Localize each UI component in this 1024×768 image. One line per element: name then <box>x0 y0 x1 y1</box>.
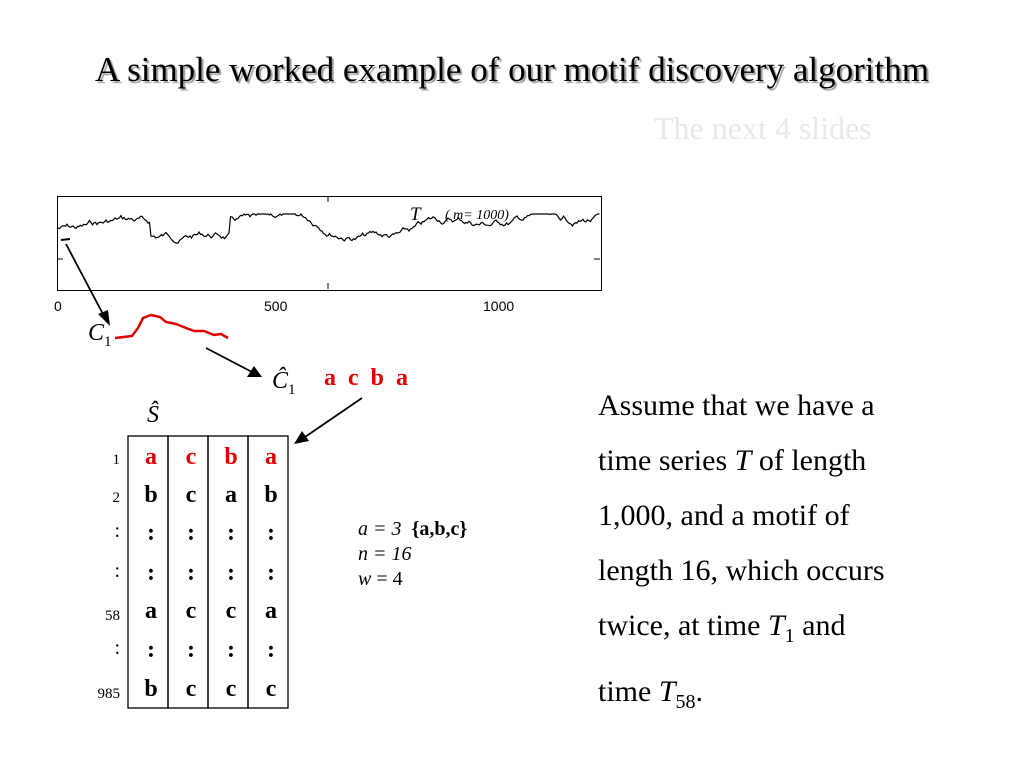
matrix-cell: : <box>147 520 155 546</box>
matrix-cell: : <box>187 560 195 586</box>
candidate-word: a c b a <box>324 365 408 391</box>
row-label: : <box>114 637 120 659</box>
matrix-cell: a <box>265 598 277 624</box>
time-series-trace <box>58 214 600 243</box>
param-alphabet-size: a = 3 {a,b,c} <box>358 518 468 540</box>
matrix-cell: a <box>225 482 237 508</box>
matrix-cell: c <box>185 444 197 470</box>
matrix-cell: c <box>225 676 237 702</box>
matrix-cell: : <box>227 560 235 586</box>
matrix-cell: : <box>267 637 275 663</box>
matrix-cell: : <box>147 560 155 586</box>
candidate-symbol: $C_1$ <box>88 320 112 350</box>
matrix-cell: a <box>265 444 277 470</box>
param-length: n = 16 <box>358 543 412 565</box>
extracted-subsequence <box>115 315 228 338</box>
description-text: Assume that we have a time series T of length 1,000, and a motif of length 16, which occurs twice, at time $T_1$ and time $T_{58}$. <box>598 389 885 713</box>
arrow-to-word <box>206 348 252 372</box>
matrix-cell: b <box>264 482 278 508</box>
row-label: : <box>114 520 120 542</box>
matrix-cell: : <box>187 520 195 546</box>
x-tick-0: 0 <box>54 298 62 314</box>
arrow-to-matrix <box>305 398 362 437</box>
x-tick-1000: 1000 <box>483 298 515 314</box>
row-label: 985 <box>97 686 120 702</box>
series-label: T <box>410 204 421 225</box>
matrix-cell: : <box>187 637 195 663</box>
slide-subtitle: The next 4 slides <box>654 110 872 146</box>
row-label: : <box>114 560 120 582</box>
matrix-cell: c <box>225 598 237 624</box>
series-length-note: ( m= 1000) <box>445 208 509 223</box>
parameter-list <box>358 517 467 592</box>
matrix-cell: a <box>145 444 157 470</box>
matrix-cell: c <box>185 482 197 508</box>
row-label: 58 <box>105 608 120 624</box>
matrix-cell: c <box>185 598 197 624</box>
matrix-cell: c <box>265 676 277 702</box>
motif-start-marker <box>61 239 70 240</box>
matrix-cell: a <box>145 598 157 624</box>
param-word-length: w = 4 <box>358 568 403 590</box>
matrix-cell: : <box>267 520 275 546</box>
matrix-cell: b <box>144 482 158 508</box>
matrix-cell: b <box>224 444 238 470</box>
candidate-hat-symbol: $Ĉ_1$ <box>272 368 296 398</box>
matrix-symbol: Ŝ <box>147 402 159 428</box>
matrix-cell: : <box>227 520 235 546</box>
matrix-cell: : <box>267 560 275 586</box>
matrix-cell: c <box>185 676 197 702</box>
row-label: 2 <box>112 490 120 506</box>
matrix-cell: : <box>227 637 235 663</box>
matrix-cell: : <box>147 637 155 663</box>
slide-title: A simple worked example of our motif discovery algorithm <box>95 50 929 89</box>
matrix-cell: b <box>144 676 158 702</box>
arrow-to-subsequence <box>66 244 104 316</box>
row-label: 1 <box>112 452 120 468</box>
x-tick-500: 500 <box>264 298 288 314</box>
